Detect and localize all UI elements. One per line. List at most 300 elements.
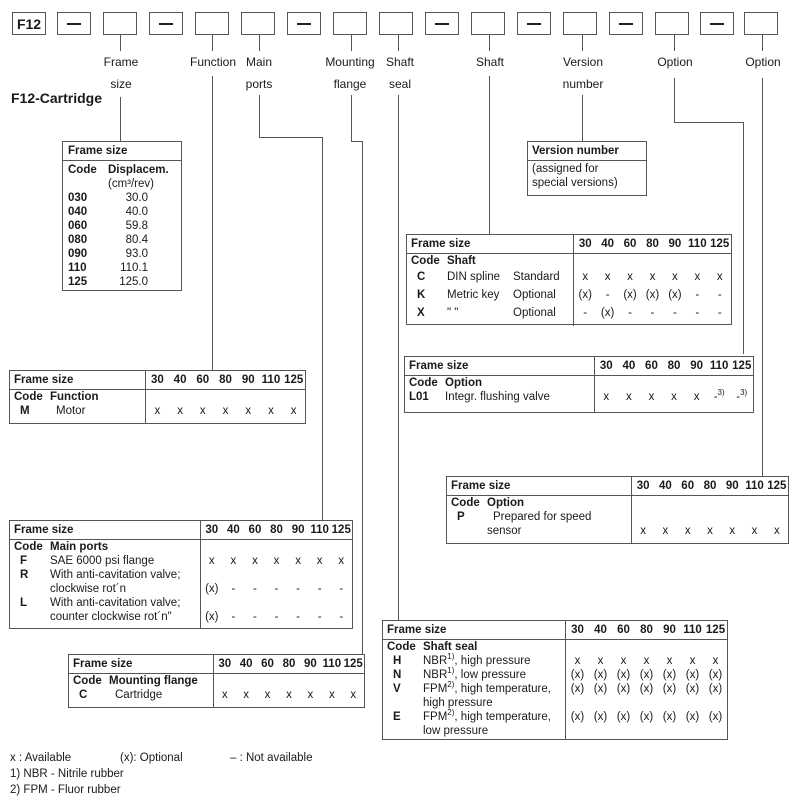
row-name	[423, 682, 551, 696]
dash-icon	[527, 23, 541, 25]
availability-cell: x	[693, 391, 700, 403]
spacer	[14, 610, 50, 624]
section-label: Mounting flange	[109, 675, 198, 687]
dash-icon	[67, 23, 81, 25]
spacer-row	[201, 596, 352, 610]
separator-box	[149, 12, 183, 35]
availability-cell: -	[583, 307, 588, 319]
version-number-box	[563, 12, 597, 35]
connector-line	[762, 35, 763, 51]
frame-size-col: 30	[205, 524, 219, 536]
table-row	[14, 568, 200, 582]
option1-box	[655, 12, 689, 35]
availability-cell: x	[243, 689, 249, 701]
availability-cell: (x)	[570, 683, 585, 695]
label-line: Mounting	[325, 55, 375, 69]
row-code: M	[20, 405, 30, 417]
availability-cell: x	[338, 555, 345, 567]
label-shaft-seal	[386, 51, 414, 95]
label-option-1: Option	[657, 55, 693, 69]
availability-cell: x	[230, 555, 237, 567]
frame-size-col: 40	[594, 624, 607, 636]
availability-cell: (x)	[205, 611, 219, 623]
main-ports-table	[9, 520, 353, 629]
label-function: Function	[189, 55, 237, 69]
frame-size-col: 90	[668, 238, 682, 250]
frame-size-col: 60	[617, 624, 630, 636]
connector-line	[259, 137, 323, 138]
frame-size-headers	[145, 371, 305, 389]
col-code: Code	[14, 541, 43, 553]
dash-icon	[297, 23, 311, 25]
frame-size-col: 110	[688, 238, 707, 250]
frame-size-col: 30	[218, 658, 232, 670]
connector-line	[351, 95, 352, 141]
row-code: X	[417, 307, 425, 319]
table-row-cont	[387, 724, 565, 738]
label-line: flange	[333, 77, 367, 91]
availability-cell: -	[605, 289, 610, 301]
availability-cell: x	[328, 689, 335, 701]
separator-box	[57, 12, 91, 35]
availability-cell: x	[597, 655, 604, 667]
availability-cell: (x)	[662, 683, 677, 695]
row-name	[423, 654, 530, 668]
frame-size-headers	[200, 521, 352, 539]
availability-cell: -$^{3)}$	[713, 388, 725, 403]
description: , high temperature,	[454, 711, 551, 723]
table-row-cont	[387, 696, 565, 710]
connector-line	[351, 35, 352, 51]
frame-size-col: 125	[732, 360, 752, 372]
availability-cell: x	[716, 271, 723, 283]
connector-line	[322, 137, 323, 520]
table-row	[387, 682, 565, 696]
table-header: Frame size	[411, 238, 471, 250]
frame-size-col: 60	[196, 374, 210, 386]
row-name: low pressure	[423, 725, 489, 737]
separator-box	[287, 12, 321, 35]
label-mounting-flange	[325, 51, 374, 95]
label-line: Main	[245, 55, 272, 69]
material: FPM	[423, 711, 448, 723]
row-code: 030	[68, 192, 88, 204]
row-name: counter clockwise rot´n"	[50, 611, 172, 623]
legend	[10, 750, 312, 798]
availability-cell: (x)	[639, 683, 654, 695]
frame-size-col: 110	[310, 524, 329, 536]
table-row	[387, 710, 565, 724]
label-line: number	[562, 77, 604, 91]
frame-size-col: 80	[270, 524, 283, 536]
table-row	[68, 219, 176, 233]
label-line: Version	[562, 55, 604, 69]
row-code: K	[417, 289, 426, 301]
label-line: size	[110, 77, 132, 91]
availability-cell: -	[339, 583, 344, 595]
material: FPM	[423, 683, 448, 695]
availability-cell: (x)	[708, 669, 723, 681]
availability-cell: x	[208, 555, 215, 567]
table-header: Frame size	[387, 624, 447, 636]
table-row	[411, 286, 573, 304]
availability-row	[201, 582, 352, 596]
label-line: Shaft	[385, 55, 415, 69]
frame-size-col: 110	[709, 360, 729, 372]
row-value: 40.0	[125, 206, 148, 218]
table-row-cont	[14, 610, 200, 624]
row-code: E	[393, 711, 401, 723]
row-code: P	[457, 511, 465, 523]
separator-box	[609, 12, 643, 35]
frame-size-col: 40	[601, 238, 615, 250]
table-header: Frame size	[14, 374, 74, 386]
availability-cell: x	[729, 525, 736, 537]
frame-size-col: 90	[241, 374, 255, 386]
connector-line	[120, 35, 121, 51]
table-row	[68, 191, 176, 205]
availability-cell: x	[712, 655, 719, 667]
mounting-flange-table	[68, 654, 365, 708]
unit-label: (cm³/rev)	[108, 178, 154, 190]
legend-optional: (x): Optional	[120, 752, 183, 764]
availability-cell: x	[689, 655, 696, 667]
shaft-seal-box	[379, 12, 413, 35]
table-row	[68, 233, 176, 247]
frame-size-col: 125	[705, 624, 726, 636]
row-type: Optional	[513, 307, 556, 319]
frame-size-col: 110	[683, 624, 702, 636]
availability-cell: (x)	[685, 669, 700, 681]
availability-cell: x	[684, 525, 691, 537]
table-header: Frame size	[73, 658, 133, 670]
row-value: 93.0	[125, 248, 148, 260]
label-shaft: Shaft	[475, 55, 505, 69]
availability-cell: x	[245, 405, 252, 417]
legend-not-available: – : Not available	[230, 752, 313, 764]
row-name: Motor	[56, 405, 86, 417]
availability-cell: -	[650, 307, 655, 319]
availability-cell: -	[274, 583, 279, 595]
option2-box	[744, 12, 778, 35]
table-row	[14, 596, 200, 610]
availability-cell: -	[296, 611, 301, 623]
dash-icon	[159, 23, 173, 25]
availability-cell: -	[339, 611, 344, 623]
row-name	[423, 668, 526, 682]
availability-cell: x	[154, 405, 161, 417]
frame-size-col: 90	[663, 624, 676, 636]
availability-cell: x	[672, 271, 678, 283]
availability-cell: x	[707, 525, 713, 537]
footnote-ref: 1)	[447, 666, 455, 676]
table-row	[411, 304, 573, 322]
version-note-line: (assigned for	[532, 163, 599, 175]
spacer	[387, 724, 423, 738]
dash-icon	[619, 23, 633, 25]
availability-cell: (x)	[570, 669, 585, 681]
section-label: Shaft seal	[423, 641, 478, 653]
availability-cell: -	[628, 307, 632, 319]
availability-cell: (x)	[685, 683, 700, 695]
availability-cell: -	[274, 611, 279, 623]
row-value: 30.0	[125, 192, 148, 204]
availability-cell: x	[268, 405, 274, 417]
frame-size-col: 90	[291, 524, 305, 536]
availability-cell: (x)	[570, 711, 585, 723]
section-label: Option	[445, 377, 483, 389]
row-name: clockwise rot´n	[50, 583, 127, 595]
spacer	[387, 696, 423, 710]
row-name: With anti-cavitation valve;	[50, 597, 181, 609]
availability-cell: x	[648, 391, 655, 403]
row-name: DIN spline	[447, 271, 501, 283]
label-option-2: Option	[745, 55, 781, 69]
frame-size-col: 80	[646, 238, 659, 250]
availability-cell: -	[317, 611, 322, 623]
spacer-row	[566, 724, 727, 738]
availability-cell: x	[350, 689, 357, 701]
availability-row	[574, 304, 731, 322]
availability-cell: x	[222, 405, 229, 417]
table-header: Frame size	[14, 524, 74, 536]
label-main-ports	[246, 51, 273, 95]
frame-size-table	[62, 141, 182, 291]
availability-cell: -$^{3)}$	[736, 388, 748, 403]
availability-row	[595, 390, 753, 404]
frame-size-headers	[565, 621, 727, 639]
availability-cell: (x)	[645, 289, 660, 301]
frame-size-col: 125	[767, 480, 787, 492]
frame-size-col: 40	[239, 658, 253, 670]
availability-cell: (x)	[616, 711, 631, 723]
availability-cell: (x)	[616, 683, 631, 695]
main-ports-box	[241, 12, 275, 35]
availability-row	[574, 268, 731, 286]
page-title: F12-Cartridge	[11, 90, 103, 106]
frame-size-col: 110	[322, 658, 342, 670]
connector-line	[674, 122, 744, 123]
availability-cell: (x)	[593, 711, 608, 723]
frame-size-col: 80	[640, 624, 653, 636]
table-row	[68, 275, 176, 289]
frame-size-headers	[594, 357, 753, 375]
row-code: V	[393, 683, 401, 695]
availability-cell: x	[582, 271, 589, 283]
availability-cell: -	[317, 583, 322, 595]
availability-cell: (x)	[662, 669, 677, 681]
availability-cell: x	[640, 525, 647, 537]
row-value: 125.0	[119, 276, 148, 288]
availability-cell: x	[221, 689, 228, 701]
availability-cell: x	[671, 391, 677, 403]
frame-size-col: 40	[659, 480, 672, 492]
availability-cell: -	[296, 583, 301, 595]
availability-cell: x	[604, 271, 611, 283]
availability-row	[566, 668, 727, 682]
connector-line	[489, 76, 490, 234]
connector-line	[674, 35, 675, 51]
availability-cell: x	[295, 555, 301, 567]
dash-icon	[710, 23, 724, 25]
table-row	[14, 554, 200, 568]
availability-cell: (x)	[668, 289, 682, 301]
row-type: Optional	[513, 289, 556, 301]
availability-cell: -	[717, 307, 722, 319]
availability-cell: x	[574, 655, 581, 667]
availability-cell: -	[695, 289, 700, 301]
row-code: 080	[68, 234, 88, 246]
availability-cell: x	[662, 525, 669, 537]
col-code: Code	[68, 164, 97, 176]
speed-sensor-table	[446, 476, 789, 544]
frame-size-col: 80	[667, 360, 681, 372]
availability-cell: (x)	[205, 583, 219, 595]
col-code: Code	[14, 391, 43, 403]
row-name: Metric key	[447, 289, 500, 301]
availability-cell: (x)	[623, 289, 637, 301]
availability-row	[574, 286, 731, 304]
footnote-2: 2) FPM - Fluor rubber	[10, 784, 121, 796]
connector-line	[212, 76, 213, 370]
spacer-row	[566, 696, 727, 710]
row-code: H	[393, 655, 402, 667]
row-type: Standard	[513, 271, 560, 283]
frame-size-col: 60	[261, 658, 274, 670]
availability-cell: x	[649, 271, 656, 283]
row-code: 040	[68, 206, 88, 218]
availability-cell: -	[695, 307, 700, 319]
function-table	[9, 370, 306, 424]
availability-cell: x	[603, 391, 610, 403]
frame-size-col: 60	[623, 238, 637, 250]
legend-available: x : Available	[10, 752, 72, 764]
availability-cell: x	[627, 271, 633, 283]
section-label: Main ports	[50, 541, 109, 553]
frame-size-col: 60	[248, 524, 262, 536]
frame-size-col: 30	[578, 238, 592, 250]
connector-line	[259, 35, 260, 51]
connector-line	[362, 141, 363, 654]
separator-box	[425, 12, 459, 35]
availability-cell: x	[273, 555, 280, 567]
table-header: Frame size	[409, 360, 469, 372]
availability-cell: (x)	[662, 711, 677, 723]
table-row	[68, 205, 176, 219]
frame-size-col: 90	[304, 658, 317, 670]
availability-cell: -	[231, 583, 236, 595]
connector-line	[489, 35, 490, 51]
frame-size-col: 125	[343, 658, 363, 670]
connector-line	[259, 95, 260, 137]
spacer-row	[201, 568, 352, 582]
footnote-ref: 2)	[447, 708, 455, 718]
connector-line	[674, 78, 675, 122]
description: , high temperature,	[454, 683, 551, 695]
row-name: With anti-cavitation valve;	[50, 569, 181, 581]
availability-row	[566, 682, 727, 696]
flushing-valve-table	[404, 356, 754, 413]
row-code: 060	[68, 220, 88, 232]
frame-size-col: 110	[261, 374, 281, 386]
row-name: SAE 6000 psi flange	[50, 555, 155, 567]
row-code: F	[20, 555, 28, 567]
table-row-cont	[14, 582, 200, 596]
frame-size-headers	[213, 655, 364, 673]
label-line: ports	[245, 77, 273, 91]
row-name: Prepared for speed	[493, 511, 592, 523]
frame-size-col: 30	[636, 480, 650, 492]
function-box	[195, 12, 229, 35]
row-code: L01	[409, 391, 429, 403]
col-code: Code	[409, 377, 438, 389]
frame-size-col: 80	[219, 374, 232, 386]
label-line: seal	[388, 77, 411, 91]
connector-line	[582, 35, 583, 51]
code-prefix: F12	[16, 15, 42, 32]
connector-line	[212, 35, 213, 51]
table-row	[68, 261, 176, 275]
availability-cell: x	[643, 655, 650, 667]
label-version-number	[563, 51, 604, 95]
frame-size-col: 60	[681, 480, 695, 492]
availability-cell: (x)	[708, 683, 723, 695]
frame-size-col: 30	[599, 360, 613, 372]
frame-size-col: 30	[150, 374, 164, 386]
row-name: " "	[447, 307, 459, 319]
frame-size-col: 40	[226, 524, 240, 536]
availability-cell: x	[625, 391, 632, 403]
material: NBR	[423, 655, 448, 667]
col-code: Code	[411, 255, 440, 267]
frame-size-col: 90	[725, 480, 739, 492]
availability-row	[146, 404, 305, 418]
availability-cell: x	[751, 525, 758, 537]
dash-icon	[435, 23, 449, 25]
version-number-table	[527, 141, 647, 196]
mounting-flange-box	[333, 12, 367, 35]
section-label: Function	[50, 391, 99, 403]
availability-cell: x	[264, 689, 271, 701]
description: , high pressure	[454, 655, 531, 667]
availability-cell: (x)	[639, 669, 654, 681]
table-row	[68, 247, 176, 261]
row-name: sensor	[487, 525, 522, 537]
footnote-ref: 1)	[447, 652, 455, 662]
separator-box	[700, 12, 734, 35]
availability-cell: (x)	[685, 711, 700, 723]
frame-size-col: 80	[703, 480, 717, 492]
shaft-box	[471, 12, 505, 35]
availability-cell: (x)	[600, 307, 615, 319]
description: , low pressure	[454, 669, 526, 681]
table-header: Frame size	[451, 480, 511, 492]
frame-size-headers	[631, 477, 788, 495]
row-code: C	[79, 689, 88, 701]
frame-size-col: 125	[710, 238, 730, 250]
row-code: 090	[68, 248, 88, 260]
availability-cell: x	[307, 689, 314, 701]
availability-row	[566, 710, 727, 724]
connector-line	[398, 95, 399, 620]
material: NBR	[423, 669, 448, 681]
code-prefix-box	[12, 12, 46, 35]
availability-cell: x	[773, 525, 780, 537]
availability-cell: -	[253, 611, 257, 623]
connector-line	[582, 95, 583, 141]
row-name: Cartridge	[115, 689, 163, 701]
connector-line	[398, 35, 399, 51]
